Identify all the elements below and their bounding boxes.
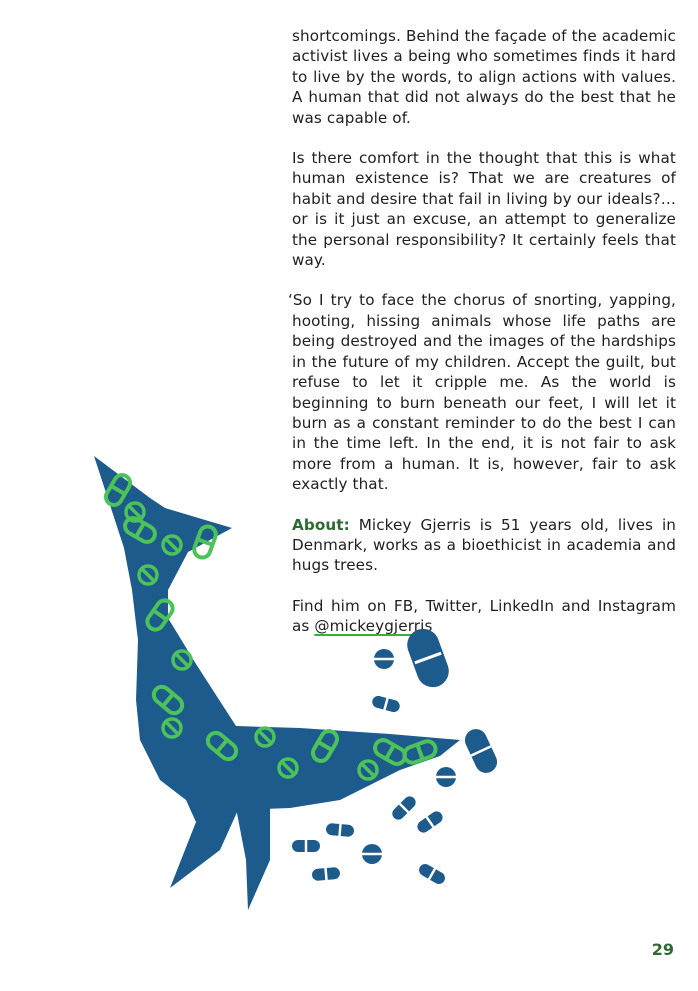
page-number: 29 — [651, 940, 674, 959]
instagram-handle-link[interactable]: @mickeygjerris — [314, 617, 433, 636]
about-label: About: — [292, 515, 350, 534]
paragraph-1: shortcomings. Behind the façade of the academic activist lives a being who sometimes finds it hard to live by the words, to align actions with values. A human that did not always do the best that he was capable of. — [292, 27, 676, 127]
about-text: Mickey Gjerris is 51 years old, lives in Denmark, works as a bioethicist in academia and hugs trees. — [292, 515, 676, 575]
paragraph-2: Is there comfort in the thought that this is what human existence is? That we are creatures of habit and desire that fail in living by our ideals?… or is it just an excuse, an attempt to generalize the personal responsibility? It certainly feels that way. — [292, 149, 676, 270]
whale-fin — [236, 800, 270, 910]
whale-shape — [94, 456, 460, 888]
whale-with-pills-illustration — [0, 440, 520, 920]
find-text: Find him on FB, Twitter, LinkedIn and Instagram as — [292, 596, 676, 636]
paragraph-3-quote: ‘So I try to face the chorus of snorting, yapping, hooting, hissing animals whose life paths are being destroyed and the images of the hardships in the future of my children. Accept the guilt, but refuse to let it cripple me. As the world is beginning to burn beneath our feet, I will let it burn as a constant reminder to do the best I can in the time left. In the end, it is not fair to ask more from a human. It is, however, fair to ask exactly that. — [288, 291, 676, 494]
